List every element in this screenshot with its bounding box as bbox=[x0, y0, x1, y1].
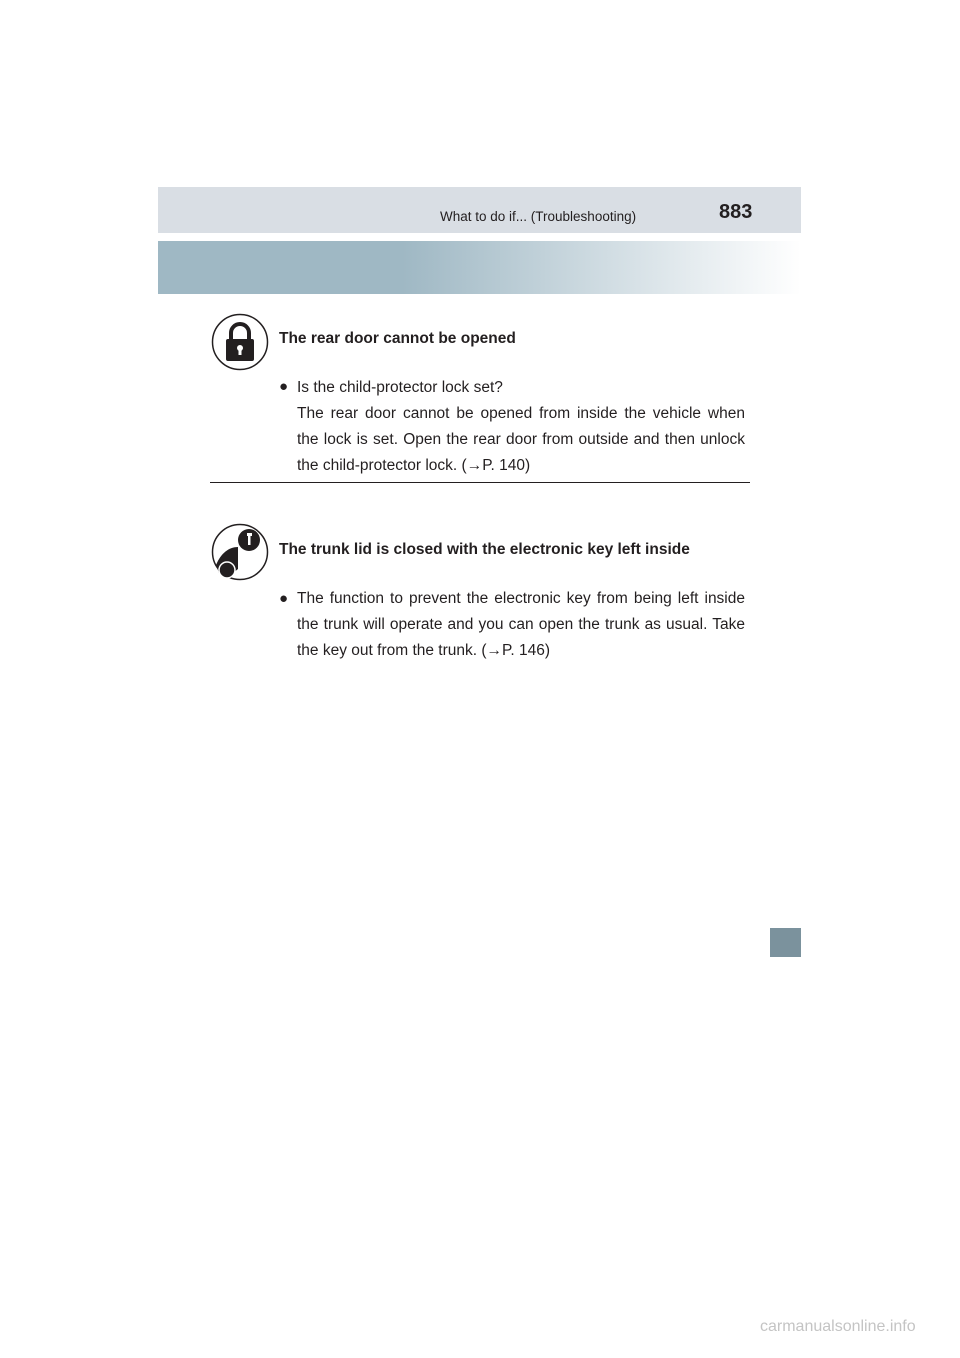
bullet-marker: ● bbox=[279, 590, 289, 607]
section-heading-rear-door: The rear door cannot be opened bbox=[279, 330, 516, 347]
key-trunk-icon bbox=[211, 523, 269, 581]
section-divider bbox=[210, 482, 750, 483]
page-number: 883 bbox=[719, 201, 753, 223]
trunk-lid-answer: The function to prevent the electronic key from being left inside the trunk will operate and you can open the trunk as usual. Take the key out from the trunk. (→P. 146) bbox=[297, 590, 745, 659]
padlock-icon bbox=[211, 313, 269, 371]
bullet-marker: ● bbox=[279, 378, 289, 395]
rear-door-answer: The rear door cannot be opened from inside the vehicle when the lock is set. Open the rear door from outside and then unlock the child-protector lock. (→P. 140) bbox=[297, 405, 745, 474]
header-title: What to do if... (Troubleshooting) bbox=[440, 209, 637, 224]
watermark: carmanualsonline.info bbox=[760, 1318, 916, 1335]
trunk-lid-item bbox=[297, 586, 745, 664]
rear-door-item bbox=[297, 375, 745, 479]
rear-door-question: Is the child-protector lock set? bbox=[297, 379, 503, 396]
section-heading-trunk-lid: The trunk lid is closed with the electronic key left inside bbox=[279, 541, 690, 558]
chapter-tab bbox=[770, 928, 801, 957]
section-band bbox=[158, 241, 801, 294]
